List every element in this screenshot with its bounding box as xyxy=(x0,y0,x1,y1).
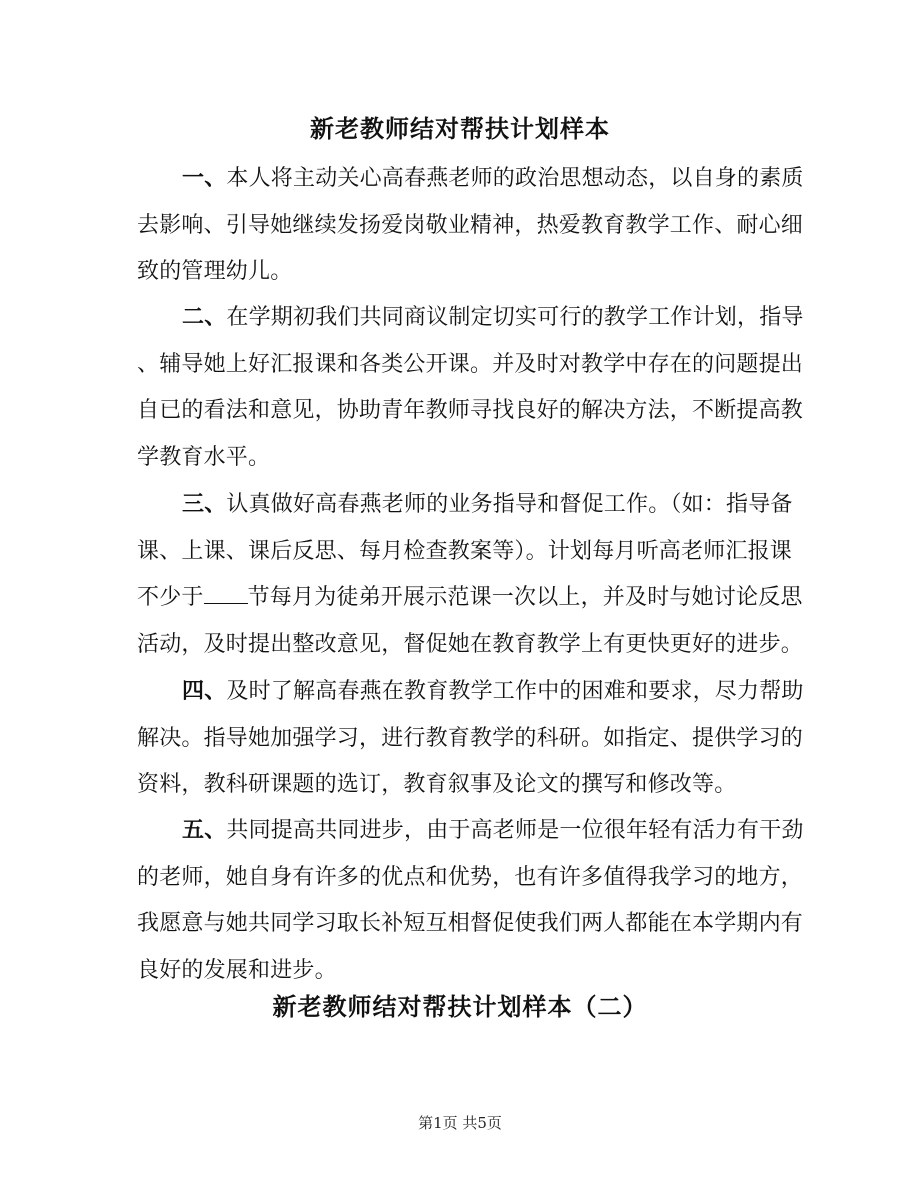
next-document-title: 新老教师结对帮扶计划样本（二） xyxy=(272,992,648,1021)
section-1 xyxy=(137,155,804,296)
section-5 xyxy=(137,807,804,994)
section-2-line-2: 、辅导她上好汇报课和各类公开课。并及时对教学中存在的问题提出 xyxy=(137,351,804,377)
section-3-line-1: 三、认真做好高春燕老师的业务指导和督促工作。（如：指导备 xyxy=(182,491,793,517)
section-2-line-4: 学教育水平。 xyxy=(137,444,271,470)
section-5-line-1: 五、共同提高共同进步，由于高老师是一位很年轻有活力有干劲 xyxy=(182,817,804,843)
section-2-lead: 二、 xyxy=(182,304,227,330)
section-4 xyxy=(137,668,804,809)
section-4-line-2: 解决。指导她加强学习，进行教育教学的科研。如指定、提供学习的 xyxy=(137,725,804,751)
section-3-line-4: 活动，及时提出整改意见，督促她在教育教学上有更快更好的进步。 xyxy=(137,631,804,657)
section-2-line-3: 自已的看法和意见，协助青年教师寻找良好的解决方法，不断提高教 xyxy=(137,398,804,423)
fill-in-blank xyxy=(204,585,248,604)
section-1-line-1: 一、本人将主动关心高春燕老师的政治思想动态，以自身的素质 xyxy=(182,165,804,191)
page-footer: 第1页 共5页 xyxy=(418,1114,502,1132)
section-3 xyxy=(137,481,804,668)
section-3-line-3: 不少于 节每月为徒弟开展示范课一次以上，并及时与她讨论反思 xyxy=(137,585,803,610)
section-2-line-1: 二、在学期初我们共同商议制定切实可行的教学工作计划，指导 xyxy=(182,304,804,330)
section-5-lead: 五、 xyxy=(182,817,227,843)
section-2 xyxy=(137,294,804,481)
section-3-line-2: 课、上课、课后反思、每月检查教案等）。计划每月听高老师汇报课 xyxy=(137,538,793,564)
section-1-line-2: 去影响、引导她继续发扬爱岗敬业精神，热爱教育教学工作、耐心细 xyxy=(137,212,804,238)
section-3-lead: 三、 xyxy=(182,491,227,517)
document-title: 新老教师结对帮扶计划样本 xyxy=(310,114,610,143)
section-4-line-1: 四、及时了解高春燕在教育教学工作中的困难和要求，尽力帮助 xyxy=(182,678,804,704)
section-1-line-3: 致的管理幼儿。 xyxy=(137,259,293,284)
section-4-line-3: 资料，教科研课题的选订，教育叙事及论文的撰写和修改等。 xyxy=(137,772,737,797)
section-5-line-2: 的老师，她自身有许多的优点和优势，也有许多值得我学习的地方， xyxy=(137,864,804,890)
section-5-line-4: 良好的发展和进步。 xyxy=(137,957,337,983)
section-1-lead: 一、 xyxy=(182,165,227,191)
section-4-lead: 四、 xyxy=(182,678,227,704)
section-5-line-3: 我愿意与她共同学习取长补短互相督促使我们两人都能在本学期内有 xyxy=(137,911,804,936)
